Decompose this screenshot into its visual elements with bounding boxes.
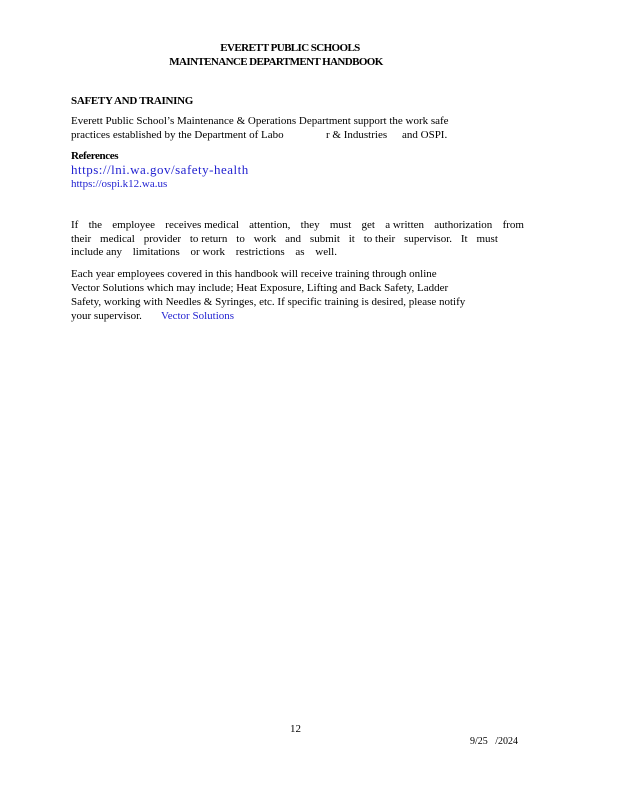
medical-word: employee	[112, 219, 156, 231]
intro-line-2a: practices established by the Department of Labo	[71, 129, 284, 141]
medical-word: If	[71, 219, 79, 231]
medical-word: a written	[385, 219, 425, 231]
medical-word: work	[253, 233, 277, 245]
medical-word: to their	[363, 233, 396, 245]
medical-word: well.	[315, 246, 337, 258]
footer-date: 9/25 /2024	[470, 736, 519, 747]
medical-word: must	[329, 219, 352, 231]
medical-word: and	[285, 233, 302, 245]
medical-word: attention,	[249, 219, 291, 231]
references-label: References	[71, 150, 119, 162]
medical-word: from	[502, 219, 524, 231]
medical-word: authorization	[434, 219, 493, 231]
ospi-link[interactable]: https://ospi.k12.wa.us	[71, 178, 168, 190]
medical-word: get	[361, 219, 375, 231]
medical-word: It	[460, 233, 468, 245]
medical-word: supervisor.	[404, 233, 453, 245]
document-title: EVERETT PUBLIC SCHOOLS	[220, 42, 360, 54]
training-line-3: Safety, working with Needles & Syringes, etc. If specific training is desired, please notify	[71, 296, 466, 308]
medical-word: submit	[309, 233, 340, 245]
medical-word: provider	[143, 233, 181, 245]
medical-word: they	[300, 219, 320, 231]
medical-line-2	[71, 233, 498, 246]
document-subtitle: MAINTENANCE DEPARTMENT HANDBOOK	[169, 56, 383, 68]
medical-word: medical	[100, 233, 135, 245]
medical-line-3	[71, 246, 337, 259]
medical-word: the	[88, 219, 103, 231]
medical-word: must	[476, 233, 498, 245]
training-line-4: your supervisor.	[71, 310, 142, 322]
intro-line-2c: and OSPI.	[402, 129, 448, 141]
medical-word: their	[71, 233, 92, 245]
medical-word: to	[236, 233, 245, 245]
medical-word: restrictions	[235, 246, 285, 258]
medical-line-1	[71, 219, 524, 232]
medical-word: as	[295, 246, 305, 258]
medical-word: it	[348, 233, 355, 245]
medical-word: or work	[190, 246, 226, 258]
intro-line-1: Everett Public School’s Maintenance & Operations Department support the work safe	[71, 115, 449, 127]
vector-solutions-link[interactable]: Vector Solutions	[161, 310, 235, 322]
medical-word: limitations	[132, 246, 180, 258]
lni-link[interactable]: https://lni.wa.gov/safety-health	[71, 162, 249, 177]
medical-word: receives medical	[165, 219, 239, 231]
medical-word: to return	[189, 233, 228, 245]
training-line-1: Each year employees covered in this handbook will receive training through online	[71, 268, 437, 280]
intro-line-2b: r & Industries	[326, 129, 388, 141]
page-number: 12	[290, 723, 301, 735]
section-title: SAFETY AND TRAINING	[71, 95, 194, 107]
medical-word: include any	[71, 246, 123, 258]
training-line-2: Vector Solutions which may include; Heat Exposure, Lifting and Back Safety, Ladder	[71, 282, 449, 294]
